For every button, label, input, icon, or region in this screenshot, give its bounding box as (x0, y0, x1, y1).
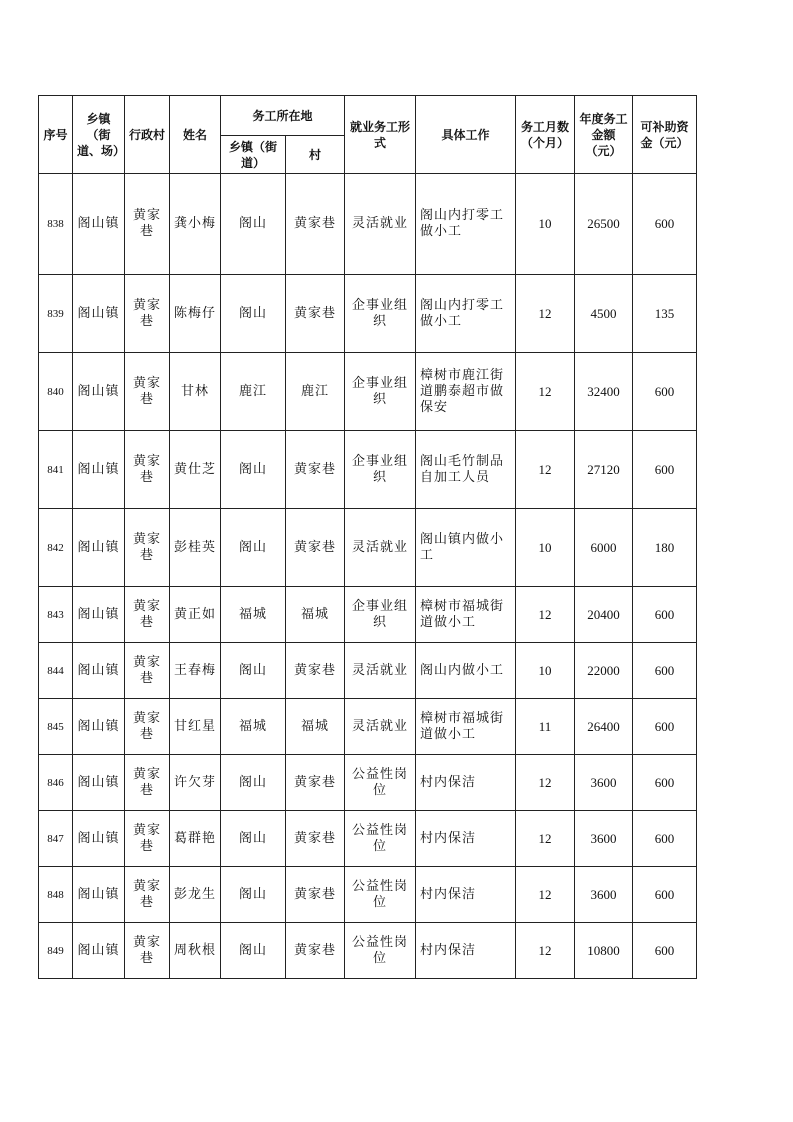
cell-income: 4500 (575, 275, 633, 353)
cell-name: 龚小梅 (170, 174, 221, 275)
cell-subsidy: 600 (633, 587, 697, 643)
header-income: 年度务工金额（元） (575, 96, 633, 174)
cell-seq: 848 (39, 867, 73, 923)
cell-name: 甘林 (170, 353, 221, 431)
cell-income: 26500 (575, 174, 633, 275)
cell-form: 公益性岗位 (345, 923, 416, 979)
cell-loc-town: 阁山 (221, 509, 286, 587)
cell-subsidy: 600 (633, 699, 697, 755)
header-subsidy: 可补助资金（元） (633, 96, 697, 174)
cell-name: 彭龙生 (170, 867, 221, 923)
cell-income: 3600 (575, 811, 633, 867)
cell-loc-village: 黄家巷 (286, 509, 345, 587)
cell-subsidy: 180 (633, 509, 697, 587)
cell-loc-village: 福城 (286, 699, 345, 755)
table-row (39, 353, 697, 431)
cell-seq: 841 (39, 431, 73, 509)
cell-village: 黄家巷 (125, 509, 170, 587)
cell-job: 樟树市福城街道做小工 (416, 587, 516, 643)
cell-village: 黄家巷 (125, 353, 170, 431)
cell-loc-village: 黄家巷 (286, 643, 345, 699)
cell-months: 11 (516, 699, 575, 755)
cell-subsidy: 135 (633, 275, 697, 353)
cell-name: 彭桂英 (170, 509, 221, 587)
cell-loc-village: 黄家巷 (286, 755, 345, 811)
cell-name: 周秋根 (170, 923, 221, 979)
cell-months: 12 (516, 431, 575, 509)
cell-seq: 839 (39, 275, 73, 353)
cell-seq: 847 (39, 811, 73, 867)
employment-subsidy-table (38, 95, 697, 979)
cell-form: 企事业组织 (345, 353, 416, 431)
cell-job: 阁山内做小工 (416, 643, 516, 699)
header-loc-town: 乡镇（街道） (221, 136, 286, 174)
cell-village: 黄家巷 (125, 867, 170, 923)
cell-town: 阁山镇 (73, 587, 125, 643)
cell-name: 许欠芽 (170, 755, 221, 811)
cell-form: 企事业组织 (345, 275, 416, 353)
cell-loc-town: 阁山 (221, 867, 286, 923)
cell-loc-town: 阁山 (221, 431, 286, 509)
cell-seq: 838 (39, 174, 73, 275)
cell-town: 阁山镇 (73, 643, 125, 699)
cell-name: 葛群艳 (170, 811, 221, 867)
cell-name: 陈梅仔 (170, 275, 221, 353)
table-row (39, 867, 697, 923)
table-row (39, 174, 697, 275)
cell-town: 阁山镇 (73, 923, 125, 979)
cell-form: 公益性岗位 (345, 755, 416, 811)
cell-village: 黄家巷 (125, 699, 170, 755)
cell-town: 阁山镇 (73, 699, 125, 755)
cell-months: 10 (516, 509, 575, 587)
cell-income: 3600 (575, 867, 633, 923)
cell-form: 灵活就业 (345, 643, 416, 699)
cell-months: 12 (516, 923, 575, 979)
cell-town: 阁山镇 (73, 509, 125, 587)
cell-job: 樟树市鹿江街道鹏泰超市做保安 (416, 353, 516, 431)
cell-income: 27120 (575, 431, 633, 509)
cell-town: 阁山镇 (73, 275, 125, 353)
header-months: 务工月数（个月） (516, 96, 575, 174)
cell-loc-town: 阁山 (221, 174, 286, 275)
cell-village: 黄家巷 (125, 643, 170, 699)
cell-seq: 840 (39, 353, 73, 431)
cell-job: 阁山内打零工做小工 (416, 174, 516, 275)
cell-job: 村内保洁 (416, 923, 516, 979)
cell-loc-town: 阁山 (221, 275, 286, 353)
cell-subsidy: 600 (633, 923, 697, 979)
cell-job: 村内保洁 (416, 867, 516, 923)
cell-loc-town: 鹿江 (221, 353, 286, 431)
cell-village: 黄家巷 (125, 811, 170, 867)
table-row (39, 923, 697, 979)
cell-income: 6000 (575, 509, 633, 587)
cell-town: 阁山镇 (73, 755, 125, 811)
header-seq: 序号 (39, 96, 73, 174)
cell-income: 20400 (575, 587, 633, 643)
cell-town: 阁山镇 (73, 174, 125, 275)
cell-village: 黄家巷 (125, 587, 170, 643)
cell-job: 阁山内打零工做小工 (416, 275, 516, 353)
header-village: 行政村 (125, 96, 170, 174)
cell-seq: 842 (39, 509, 73, 587)
cell-seq: 849 (39, 923, 73, 979)
table-row (39, 275, 697, 353)
cell-loc-village: 黄家巷 (286, 431, 345, 509)
cell-loc-village: 黄家巷 (286, 867, 345, 923)
cell-loc-village: 黄家巷 (286, 811, 345, 867)
cell-village: 黄家巷 (125, 755, 170, 811)
cell-subsidy: 600 (633, 643, 697, 699)
cell-form: 企事业组织 (345, 431, 416, 509)
cell-form: 公益性岗位 (345, 811, 416, 867)
cell-loc-village: 黄家巷 (286, 275, 345, 353)
table-row (39, 587, 697, 643)
cell-income: 10800 (575, 923, 633, 979)
cell-loc-town: 福城 (221, 587, 286, 643)
cell-months: 12 (516, 275, 575, 353)
cell-loc-village: 黄家巷 (286, 923, 345, 979)
cell-months: 12 (516, 755, 575, 811)
cell-months: 12 (516, 867, 575, 923)
cell-village: 黄家巷 (125, 275, 170, 353)
cell-subsidy: 600 (633, 431, 697, 509)
cell-village: 黄家巷 (125, 174, 170, 275)
cell-name: 黄仕芝 (170, 431, 221, 509)
cell-income: 3600 (575, 755, 633, 811)
cell-loc-town: 阁山 (221, 755, 286, 811)
header-location: 务工所在地 (221, 96, 345, 136)
cell-months: 12 (516, 353, 575, 431)
cell-months: 12 (516, 587, 575, 643)
table-row (39, 755, 697, 811)
cell-town: 阁山镇 (73, 867, 125, 923)
cell-loc-village: 黄家巷 (286, 174, 345, 275)
cell-subsidy: 600 (633, 353, 697, 431)
table-body (39, 174, 697, 979)
table-row (39, 699, 697, 755)
cell-seq: 846 (39, 755, 73, 811)
cell-subsidy: 600 (633, 755, 697, 811)
cell-income: 22000 (575, 643, 633, 699)
cell-seq: 844 (39, 643, 73, 699)
cell-loc-village: 福城 (286, 587, 345, 643)
cell-seq: 843 (39, 587, 73, 643)
header-form: 就业务工形式 (345, 96, 416, 174)
cell-income: 32400 (575, 353, 633, 431)
header-town: 乡镇（街道、场） (73, 96, 125, 174)
table-row (39, 811, 697, 867)
cell-name: 黄正如 (170, 587, 221, 643)
cell-form: 企事业组织 (345, 587, 416, 643)
cell-income: 26400 (575, 699, 633, 755)
cell-loc-village: 鹿江 (286, 353, 345, 431)
cell-town: 阁山镇 (73, 353, 125, 431)
table-row (39, 431, 697, 509)
cell-loc-town: 福城 (221, 699, 286, 755)
cell-town: 阁山镇 (73, 811, 125, 867)
cell-loc-town: 阁山 (221, 643, 286, 699)
cell-village: 黄家巷 (125, 923, 170, 979)
cell-form: 灵活就业 (345, 699, 416, 755)
cell-job: 阁山镇内做小工 (416, 509, 516, 587)
cell-form: 公益性岗位 (345, 867, 416, 923)
table-row (39, 643, 697, 699)
cell-loc-town: 阁山 (221, 811, 286, 867)
cell-job: 阁山毛竹制品自加工人员 (416, 431, 516, 509)
cell-months: 10 (516, 174, 575, 275)
cell-name: 王春梅 (170, 643, 221, 699)
cell-subsidy: 600 (633, 174, 697, 275)
cell-job: 村内保洁 (416, 755, 516, 811)
cell-seq: 845 (39, 699, 73, 755)
cell-form: 灵活就业 (345, 174, 416, 275)
cell-subsidy: 600 (633, 811, 697, 867)
cell-name: 甘红星 (170, 699, 221, 755)
cell-job: 樟树市福城街道做小工 (416, 699, 516, 755)
header-job: 具体工作 (416, 96, 516, 174)
table-row (39, 509, 697, 587)
cell-months: 12 (516, 811, 575, 867)
cell-town: 阁山镇 (73, 431, 125, 509)
cell-job: 村内保洁 (416, 811, 516, 867)
cell-loc-town: 阁山 (221, 923, 286, 979)
header-row-top (39, 96, 697, 136)
cell-form: 灵活就业 (345, 509, 416, 587)
header-loc-village: 村 (286, 136, 345, 174)
header-name: 姓名 (170, 96, 221, 174)
cell-village: 黄家巷 (125, 431, 170, 509)
cell-subsidy: 600 (633, 867, 697, 923)
cell-months: 10 (516, 643, 575, 699)
